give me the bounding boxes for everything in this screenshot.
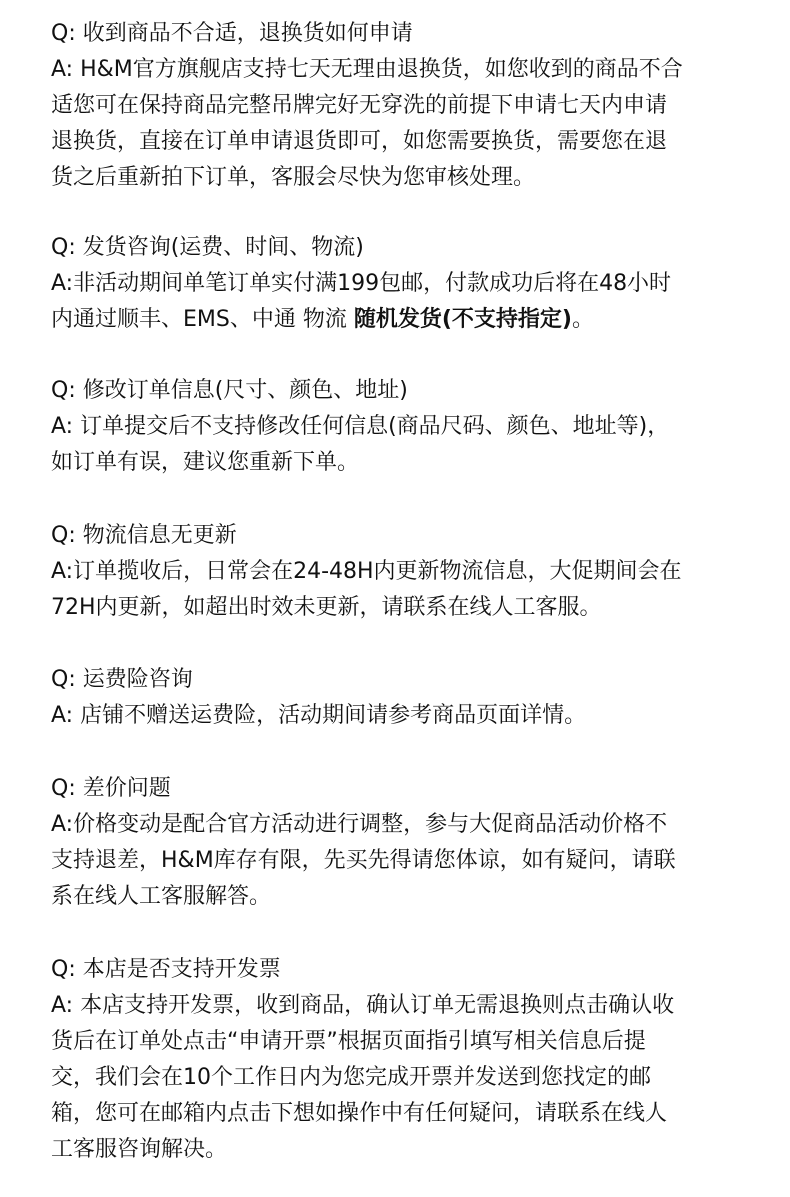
faq-item-shipping-insurance: [51, 662, 751, 734]
faq-answer-text: 。: [571, 307, 594, 332]
faq-answer-bold-text: 随机发货(不支持指定): [353, 307, 572, 332]
faq-question: Q: 运费险咨询: [51, 667, 193, 692]
faq-question: Q: 物流信息无更新: [51, 523, 237, 548]
faq-item-invoice: [51, 952, 751, 1168]
faq-item-modify-order: [51, 373, 751, 481]
faq-answer-line: 如订单有误，建议您重新下单。: [51, 450, 360, 475]
faq-item-logistics-update: [51, 518, 751, 626]
faq-answer-line: 支持退差，H&M库存有限，先买先得请您体谅，如有疑问，请联: [51, 848, 676, 873]
faq-answer-line: A: 店铺不赠送运费险，活动期间请参考商品页面详情。: [51, 703, 587, 728]
faq-answer-line: [51, 302, 751, 338]
faq-answer-line: A:订单揽收后，日常会在24-48H内更新物流信息，大促期间会在: [51, 559, 682, 584]
faq-question: Q: 收到商品不合适，退换货如何申请: [51, 21, 413, 46]
faq-item-price-difference: [51, 771, 751, 915]
faq-item-shipping: [51, 230, 751, 338]
faq-answer-line: A:非活动期间单笔订单实付满199包邮，付款成功后将在48小时: [51, 271, 672, 296]
faq-question: Q: 修改订单信息(尺寸、颜色、地址): [51, 378, 408, 403]
faq-answer-line: A: 订单提交后不支持修改任何信息(商品尺码、颜色、地址等)，: [51, 414, 670, 439]
faq-question: Q: 本店是否支持开发票: [51, 957, 281, 982]
faq-answer-line: A: 本店支持开发票，收到商品，确认订单无需退换则点击确认收: [51, 993, 675, 1018]
faq-answer-line: 箱，您可在邮箱内点击下想如操作中有任何疑问，请联系在线人: [51, 1101, 668, 1126]
faq-item-return-exchange: [51, 16, 751, 196]
faq-answer-line: 交，我们会在10个工作日内为您完成开票并发送到您找定的邮: [51, 1065, 651, 1090]
faq-answer-text: 内通过顺丰、EMS、中通 物流: [51, 307, 354, 332]
faq-answer-line: 退换货，直接在订单申请退货即可，如您需要换货，需要您在退: [51, 129, 668, 154]
faq-question: Q: 发货咨询(运费、时间、物流): [51, 235, 364, 260]
faq-answer-line: 货后在订单处点击“申请开票”根据页面指引填写相关信息后提: [51, 1029, 646, 1054]
faq-answer-line: 72H内更新，如超出时效未更新，请联系在线人工客服。: [51, 595, 602, 620]
faq-answer-line: 系在线人工客服解答。: [51, 884, 272, 909]
faq-answer-line: 货之后重新拍下订单，客服会尽快为您审核处理。: [51, 165, 536, 190]
faq-answer-line: A: H&M官方旗舰店支持七天无理由退换货，如您收到的商品不合: [51, 57, 683, 82]
faq-answer-line: A:价格变动是配合官方活动进行调整，参与大促商品活动价格不: [51, 812, 668, 837]
faq-answer-line: 适您可在保持商品完整吊牌完好无穿洗的前提下申请七天内申请: [51, 93, 668, 118]
faq-question: Q: 差价问题: [51, 776, 171, 801]
faq-answer-line: 工客服咨询解决。: [51, 1137, 228, 1162]
